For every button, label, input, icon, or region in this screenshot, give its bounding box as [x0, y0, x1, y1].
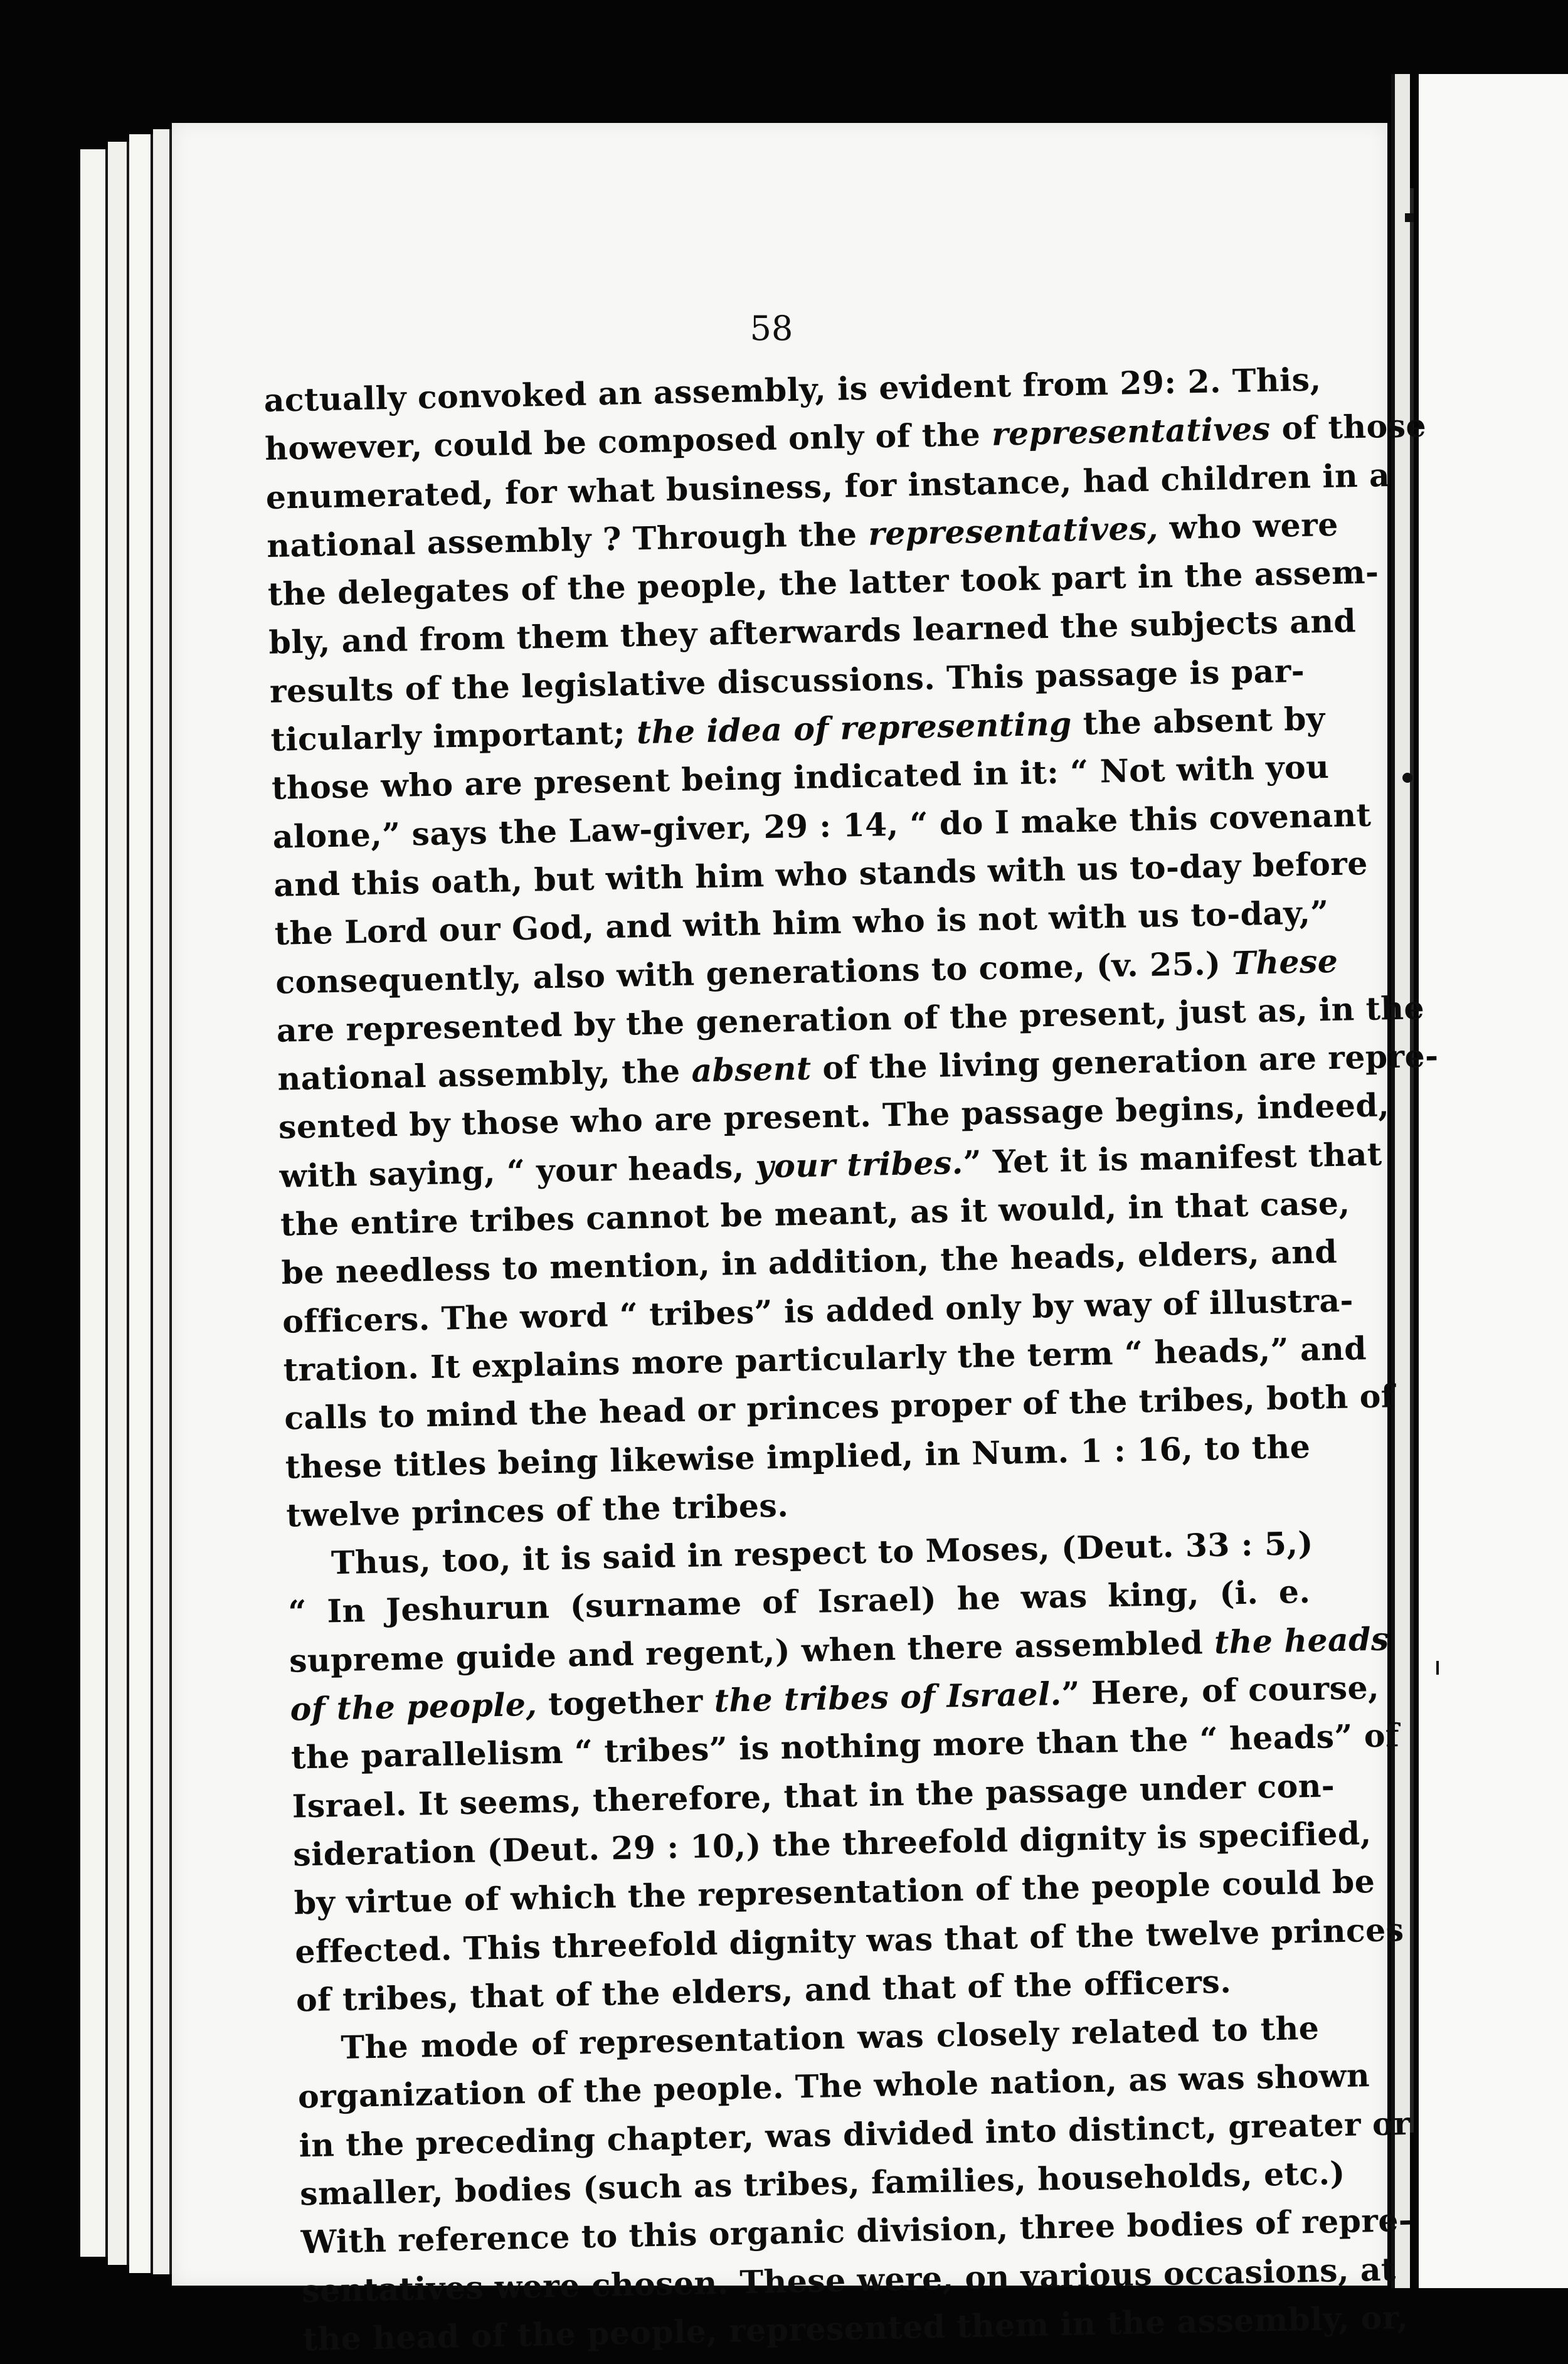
- text-run: enumerated, for what business, for instance, had children in a: [265, 456, 1391, 516]
- italic-text-run: representatives: [991, 410, 1271, 453]
- text-run: ” Yet it is manifest that: [963, 1135, 1383, 1181]
- text-run: Thus, too, it is said in respect to Moses, (Deut. 33 : 5,): [331, 1524, 1314, 1582]
- text-run: by virtue of which the representation of the people could be: [294, 1863, 1375, 1922]
- text-run: results of the legislative discussions. This passage is par-: [269, 652, 1305, 710]
- facing-page-edge: [1391, 74, 1410, 2288]
- text-run: however, could be composed only of the: [264, 416, 992, 468]
- text-run: of tribes, that of the elders, and that of the officers.: [295, 1963, 1232, 2019]
- paragraph-moses: [287, 1519, 1404, 2025]
- text-run: of those: [1269, 407, 1427, 448]
- text-run: and this oath, but with him who stands with us to-day before: [273, 844, 1369, 904]
- text-run: actually convoked an assembly, is evident from 29: 2. This,: [263, 361, 1322, 419]
- italic-text-run: absent: [691, 1049, 812, 1089]
- italic-text-run: representatives,: [867, 509, 1159, 553]
- paragraph-assembly: [263, 356, 1439, 1539]
- margin-mark: [1405, 213, 1414, 222]
- text-run: bly, and from them they afterwards learned the subjects and: [268, 602, 1357, 662]
- text-run: the entire tribes cannot be meant, as it would, in that case,: [280, 1184, 1350, 1243]
- text-run: “ In Jeshurun (surname of Israel) he was king, (i. e.: [287, 1573, 1311, 1631]
- text-run: effected. This threefold dignity was that of the twelve princes: [294, 1911, 1404, 1970]
- text-run: be needless to mention, in addition, the heads, elders, and: [281, 1233, 1338, 1292]
- text-run: twelve princes of the tribes.: [285, 1487, 789, 1534]
- text-run: With reference to this organic division, three bodies of repre-: [300, 2202, 1412, 2261]
- italic-text-run: the heads: [1214, 1620, 1390, 1661]
- italic-text-run: the tribes of Israel.: [714, 1675, 1062, 1720]
- text-run: ” Here, of course,: [1061, 1668, 1380, 1712]
- text-run: are represented by the generation of the present, just as, in the: [276, 989, 1425, 1049]
- text-run: Israel. It seems, therefore, that in the passage under con-: [292, 1766, 1335, 1825]
- text-run: together: [536, 1682, 715, 1723]
- text-run: sideration (Deut. 29 : 10,) the threefold dignity is specified,: [292, 1814, 1372, 1874]
- text-run: those who are present being indicated in it: “ Not with you: [271, 748, 1330, 807]
- text-run: the absent by: [1071, 700, 1326, 743]
- text-run: supreme guide and regent,) when there assembled: [289, 1623, 1215, 1680]
- text-run: national assembly ? Through the: [266, 515, 869, 564]
- page-edge: [108, 142, 129, 2265]
- italic-text-run: These: [1231, 942, 1338, 982]
- text-run: ticularly important;: [270, 714, 637, 758]
- text-run: The mode of representation was closely related to the: [340, 2009, 1320, 2067]
- text-run: with saying, “ your heads,: [279, 1148, 756, 1195]
- page-edge: [153, 129, 171, 2274]
- page-number: 58: [750, 309, 793, 348]
- text-run: the Lord our God, and with him who is not with us to-day,”: [274, 894, 1330, 953]
- margin-mark: [1436, 1661, 1439, 1675]
- text-run: of the living generation are repre-: [810, 1037, 1439, 1087]
- text-run: the parallelism “ tribes” is nothing more than the “ heads” of: [290, 1717, 1400, 1776]
- text-run: the head of the people, represented them in the assembly, or,: [302, 2298, 1409, 2358]
- page-edge: [129, 134, 154, 2273]
- text-run: officers. The word “ tribes” is added only by way of illustra-: [282, 1281, 1354, 1340]
- text-run: national assembly, the: [277, 1052, 692, 1098]
- text-run: organization of the people. The whole nation, as was shown: [297, 2057, 1370, 2116]
- text-run: alone,” says the Law-giver, 29 : 14, “ do I make this covenant: [272, 796, 1372, 856]
- italic-text-run: of the people,: [290, 1685, 538, 1728]
- text-run: in the preceding chapter, was divided into distinct, greater or: [299, 2104, 1411, 2165]
- text-run: who were: [1158, 506, 1339, 547]
- gutter-line: [1410, 188, 1414, 2133]
- text-run: tration. It explains more particularly the term “ heads,” and: [283, 1329, 1367, 1389]
- body-text: [263, 356, 1439, 2363]
- text-run: the delegates of the people, the latter took part in the assem-: [267, 553, 1379, 613]
- text-run: consequently, also with generations to come, (v. 25.): [275, 944, 1232, 1001]
- page-edge: [80, 149, 108, 2257]
- text-run: smaller, bodies (such as tribes, families, households, etc.): [299, 2154, 1346, 2213]
- text-run: these titles being likewise implied, in Num. 1 : 16, to the: [285, 1428, 1311, 1486]
- text-run: calls to mind the head or princes proper of the tribes, both of: [283, 1377, 1396, 1437]
- margin-mark: [1402, 773, 1412, 783]
- italic-text-run: your tribes.: [755, 1143, 964, 1185]
- text-run: sentatives were chosen. These were, on various occasions, at: [301, 2250, 1397, 2309]
- text-run: sented by those who are present. The passage begins, indeed,: [278, 1086, 1390, 1147]
- facing-page: [1419, 74, 1568, 2288]
- italic-text-run: the idea of representing: [636, 705, 1073, 751]
- paragraph-mode-of-representation: [297, 2004, 1412, 2364]
